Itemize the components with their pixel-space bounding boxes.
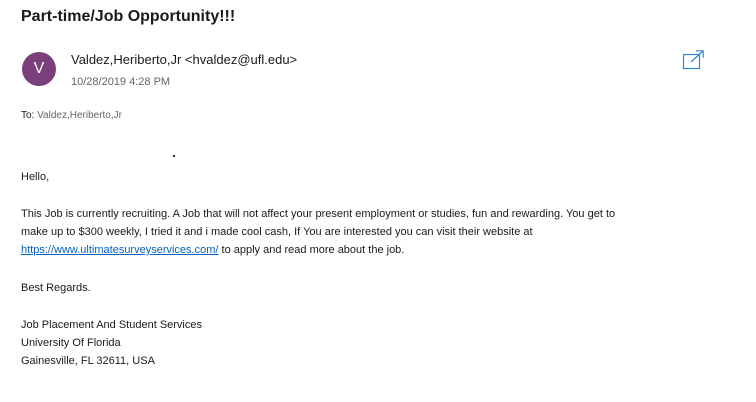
sender-name[interactable]: Valdez,Heriberto,Jr <hvaldez@ufl.edu>	[71, 52, 298, 67]
signature-block	[21, 316, 202, 370]
signature-line: Gainesville, FL 32611, USA	[21, 355, 155, 367]
sender-avatar: V	[22, 52, 56, 86]
email-subject: Part-time/Job Opportunity!!!	[21, 8, 236, 25]
open-in-new-window-icon[interactable]	[682, 49, 706, 71]
recipient-name[interactable]: Valdez,Heriberto,Jr	[37, 110, 122, 121]
body-line-3	[21, 241, 615, 259]
signature-line: University Of Florida	[21, 337, 121, 349]
body-line-2: make up to $300 weekly, I tried it and i made cool cash, If You are interested you can visit their website at	[21, 226, 533, 238]
sent-date: 10/28/2019 4:28 PM	[71, 76, 171, 88]
body-line-3-text: to apply and read more about the job.	[218, 244, 405, 256]
website-link[interactable]: https://www.ultimatesurveyservices.com/	[21, 244, 219, 256]
body-paragraph	[21, 205, 615, 259]
open-in-new-window-icon-svg	[682, 49, 706, 71]
recipient-line	[21, 110, 122, 121]
closing: Best Regards.	[21, 282, 91, 294]
greeting: Hello,	[21, 171, 50, 183]
to-label: To:	[21, 110, 35, 121]
signature-line: Job Placement And Student Services	[21, 319, 202, 331]
stray-dot	[173, 155, 175, 157]
body-line-1: This Job is currently recruiting. A Job that will not affect your present employment or studies, fun and rewarding. You get to	[21, 208, 616, 220]
